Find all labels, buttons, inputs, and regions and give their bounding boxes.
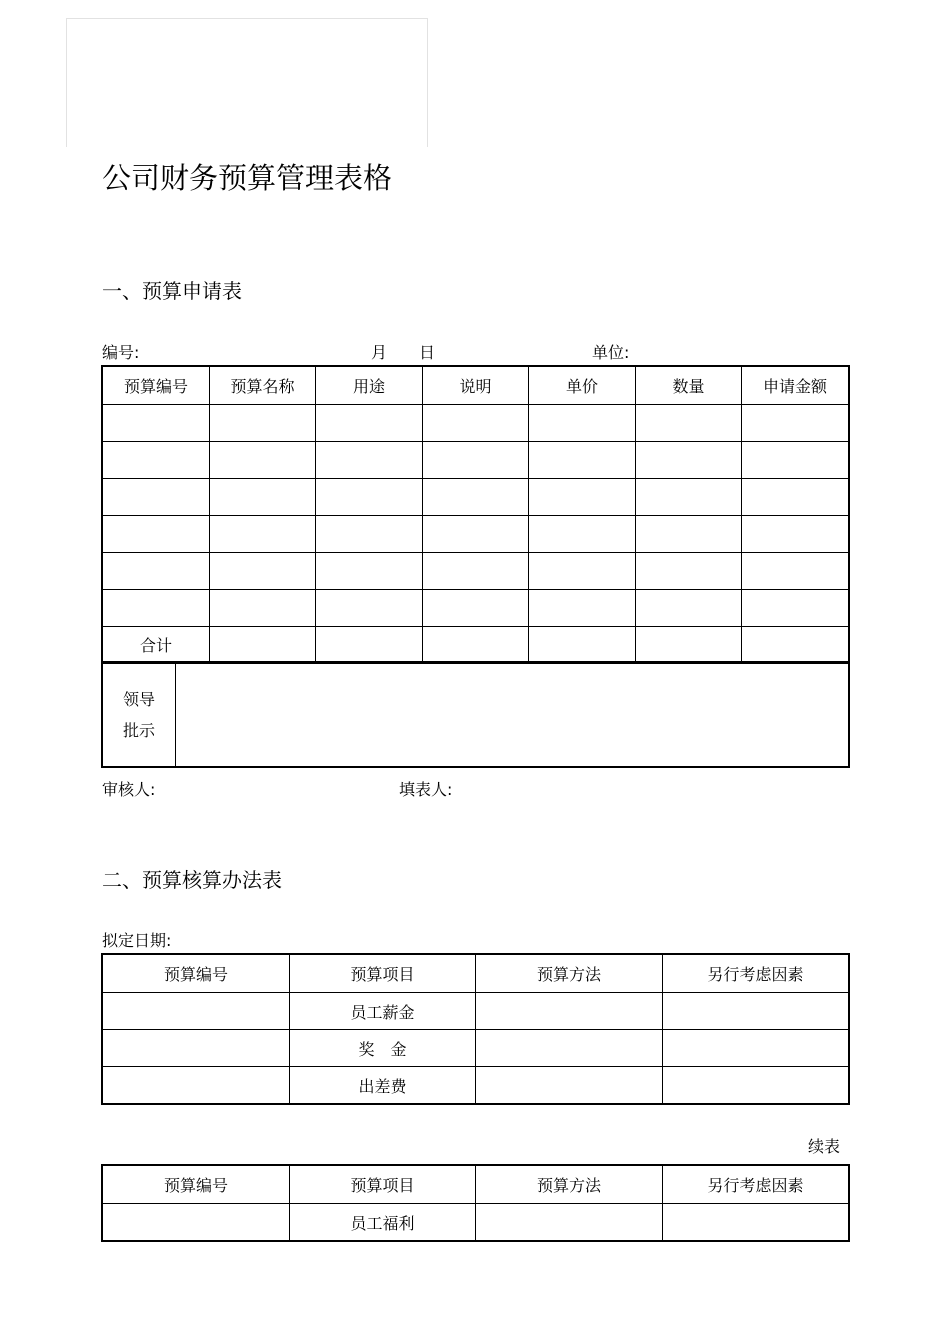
table-row [103, 553, 849, 590]
budget-item: 出差费 [290, 1067, 476, 1104]
budget-item: 奖 金 [290, 1030, 476, 1067]
table-row [103, 405, 849, 442]
table-row [103, 479, 849, 516]
table-header-row [103, 955, 849, 993]
reviewer-label: 审核人: [102, 780, 156, 799]
table-row [103, 590, 849, 627]
column-header: 另行考虑因素 [663, 955, 849, 993]
table-row [103, 442, 849, 479]
total-row [103, 627, 849, 663]
leader-approval-table [102, 662, 849, 767]
column-header: 数量 [636, 367, 742, 405]
column-header: 单价 [529, 367, 636, 405]
table-row [103, 516, 849, 553]
table-row [103, 1030, 849, 1067]
section1-heading: 一、预算申请表 [102, 279, 242, 303]
filler-label: 填表人: [399, 780, 453, 799]
leader-approval-label: 领导 批示 [103, 663, 176, 767]
column-header: 预算项目 [290, 1166, 476, 1204]
table-row [103, 1067, 849, 1104]
budget-item: 员工福利 [290, 1204, 476, 1241]
column-header: 预算项目 [290, 955, 476, 993]
day-label: 日 [419, 343, 436, 362]
month-label: 月 [371, 343, 388, 362]
budget-accounting-table [102, 954, 849, 1104]
column-header: 申请金额 [742, 367, 849, 405]
column-header: 用途 [316, 367, 423, 405]
column-header: 预算方法 [476, 1166, 663, 1204]
table-header-row [103, 367, 849, 405]
number-label: 编号: [102, 343, 140, 362]
total-label: 合计 [103, 627, 210, 663]
table-header-row [103, 1166, 849, 1204]
section2-heading: 二、预算核算办法表 [102, 868, 282, 892]
draft-date-label: 拟定日期: [102, 931, 172, 950]
header-image-placeholder [66, 18, 428, 147]
budget-application-table [102, 366, 849, 663]
page-title: 公司财务预算管理表格 [102, 161, 393, 195]
continued-label: 续表 [808, 1137, 841, 1156]
column-header: 预算名称 [210, 367, 316, 405]
budget-item: 员工薪金 [290, 993, 476, 1030]
column-header: 另行考虑因素 [663, 1166, 849, 1204]
table-row [103, 1204, 849, 1241]
budget-accounting-continued-table [102, 1165, 849, 1241]
column-header: 预算方法 [476, 955, 663, 993]
column-header: 预算编号 [103, 367, 210, 405]
column-header: 预算编号 [103, 1166, 290, 1204]
leader-approval-field [176, 663, 849, 767]
column-header: 说明 [423, 367, 529, 405]
unit-label: 单位: [592, 343, 630, 362]
column-header: 预算编号 [103, 955, 290, 993]
table-row [103, 993, 849, 1030]
